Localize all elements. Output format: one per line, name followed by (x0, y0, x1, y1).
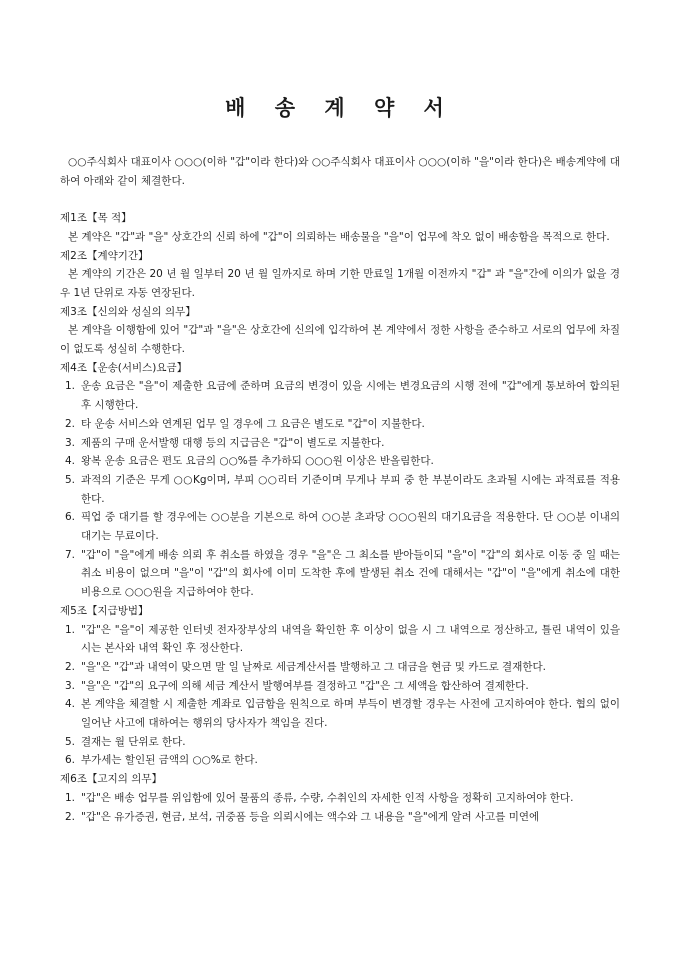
article-heading: 제2조【계약기간】 (60, 249, 149, 262)
article-heading: 제1조【목 적】 (60, 212, 132, 225)
article-heading: 제3조【신의와 성실의 의무】 (60, 305, 196, 318)
item-text: "을"은 "갑"과 내역이 맞으면 말 일 날짜로 세금계산서를 발행하고 그 대금을 현금 및 카드로 결재한다. (81, 660, 546, 673)
item-number: 1. (65, 380, 76, 393)
list-item (60, 471, 620, 508)
list-item (60, 377, 620, 414)
item-number: 3. (65, 436, 76, 449)
item-text: "갑"은 유가증권, 현금, 보석, 귀중품 등을 의뢰시에는 액수와 그 내용을 "을"에게 알려 사고를 미연에 (81, 810, 540, 823)
list-item (60, 751, 620, 770)
item-text: "갑"은 "을"이 제공한 인터넷 전자장부상의 내역을 확인한 후 이상이 없을 시 그 내역으로 정산하고, 틀린 내역이 있을 시는 본사와 내역 확인 후 정산한다. (81, 623, 620, 655)
item-number: 1. (65, 623, 76, 636)
list-item (60, 695, 620, 732)
list-item (60, 546, 620, 602)
list-item (60, 434, 620, 453)
article-items (60, 621, 620, 771)
article-6 (60, 770, 620, 826)
article-body: 본 계약은 "갑"과 "을" 상호간의 신뢰 하에 "갑"이 의뢰하는 배송물을 "을"이 업무에 착오 없이 배송함을 목적으로 한다. (68, 230, 610, 243)
article-body: 본 계약을 이행함에 있어 "갑"과 "을"은 상호간에 신의에 입각하여 본 계약에서 정한 사항을 준수하고 서로의 업무에 차질이 없도록 성실히 수행한다. (60, 324, 620, 356)
list-item (60, 452, 620, 471)
item-number: 5. (65, 473, 76, 486)
list-item (60, 789, 620, 808)
list-item (60, 733, 620, 752)
item-number: 4. (65, 698, 76, 711)
item-number: 2. (65, 417, 76, 430)
article-heading: 제5조【지급방법】 (60, 604, 149, 617)
item-text: "을"은 "갑"의 요구에 의해 세금 계산서 발행여부를 결정하고 "갑"은 그 세액을 합산하여 결제한다. (81, 679, 529, 692)
article-heading: 제4조【운송(서비스)요금】 (60, 361, 188, 374)
item-number: 5. (65, 735, 76, 748)
list-item (60, 677, 620, 696)
item-number: 2. (65, 660, 76, 673)
article-items (60, 377, 620, 601)
item-text: 타 운송 서비스와 연계된 업무 일 경우에 그 요금은 별도로 "갑"이 지불한다. (81, 417, 425, 430)
article-3 (60, 303, 620, 359)
item-number: 6. (65, 754, 76, 767)
list-item (60, 621, 620, 658)
item-text: 픽업 중 대기를 할 경우에는 ○○분을 기본으로 하여 ○○분 초과당 ○○○원의 대기요금을 적용한다. 단 ○○분 이내의 대기는 무료이다. (81, 511, 620, 543)
intro-paragraph: ○○주식회사 대표이사 ○○○(이하 "갑"이라 한다)와 ○○주식회사 대표이사 ○○○(이하 "을"이라 한다)은 배송계약에 대하여 아래와 같이 체결한다. (60, 156, 620, 187)
item-text: 본 계약을 체결할 시 제출한 계좌로 입금함을 원칙으로 하며 부득이 변경할 경우는 사전에 고지하여야 한다. 협의 없이 일어난 사고에 대하여는 행위의 당사자가 책임을 진다. (81, 698, 620, 730)
item-text: 부가세는 할인된 금액의 ○○%로 한다. (81, 754, 258, 767)
article-4 (60, 359, 620, 602)
document-body (60, 153, 620, 826)
item-number: 4. (65, 455, 76, 468)
item-number: 2. (65, 810, 76, 823)
document-title: 배 송 계 약 서 (225, 96, 455, 120)
list-item (60, 808, 620, 827)
item-text: 운송 요금은 "을"이 제출한 요금에 준하며 요금의 변경이 있을 시에는 변경요금의 시행 전에 "갑"에게 통보하여 합의된 후 시행한다. (81, 380, 620, 412)
item-text: "갑"이 "을"에게 배송 의뢰 후 취소를 하였을 경우 "을"은 그 최소를 받아들이되 "을"이 "갑"의 회사로 이동 중 일 때는 취소 비용이 없으며 "을"이 "갑"의 회사에 이미 도착한 후에 발생된 취소 건에 대해서는 "갑"이 "을"에게 취소에 대한 비용으로 ○○○원을 지급하여야 한다. (81, 548, 620, 599)
item-number: 3. (65, 679, 76, 692)
spacer (60, 190, 620, 209)
item-text: 결재는 월 단위로 한다. (81, 735, 186, 748)
item-text: "갑"은 배송 업무를 위임함에 있어 물품의 종류, 수량, 수취인의 자세한 인적 사항을 정확히 고지하여야 한다. (81, 791, 574, 804)
item-number: 7. (65, 548, 76, 561)
item-text: 과적의 기준은 무게 ○○Kg이며, 부피 ○○리터 기준이며 무게나 부피 중 한 부분이라도 초과될 시에는 과적료를 적용한다. (81, 473, 620, 505)
list-item (60, 415, 620, 434)
item-text: 왕복 운송 요금은 편도 요금의 ○○%를 추가하되 ○○○원 이상은 반올림한다. (81, 455, 434, 468)
item-number: 6. (65, 511, 76, 524)
list-item (60, 508, 620, 545)
list-item (60, 658, 620, 677)
item-number: 1. (65, 791, 76, 804)
article-items (60, 789, 620, 826)
item-text: 제품의 구매 운서발행 대행 등의 지급금은 "갑"이 별도로 지불한다. (81, 436, 385, 449)
article-heading: 제6조【고지의 의무】 (60, 773, 163, 786)
article-1 (60, 209, 620, 246)
article-5 (60, 602, 620, 770)
article-2 (60, 247, 620, 303)
article-body: 본 계약의 기간은 20 년 월 일부터 20 년 월 일까지로 하며 기한 만료일 1개월 이전까지 "갑" 과 "을"간에 이의가 없을 경우 1년 단위로 자동 연장된다. (60, 268, 620, 299)
